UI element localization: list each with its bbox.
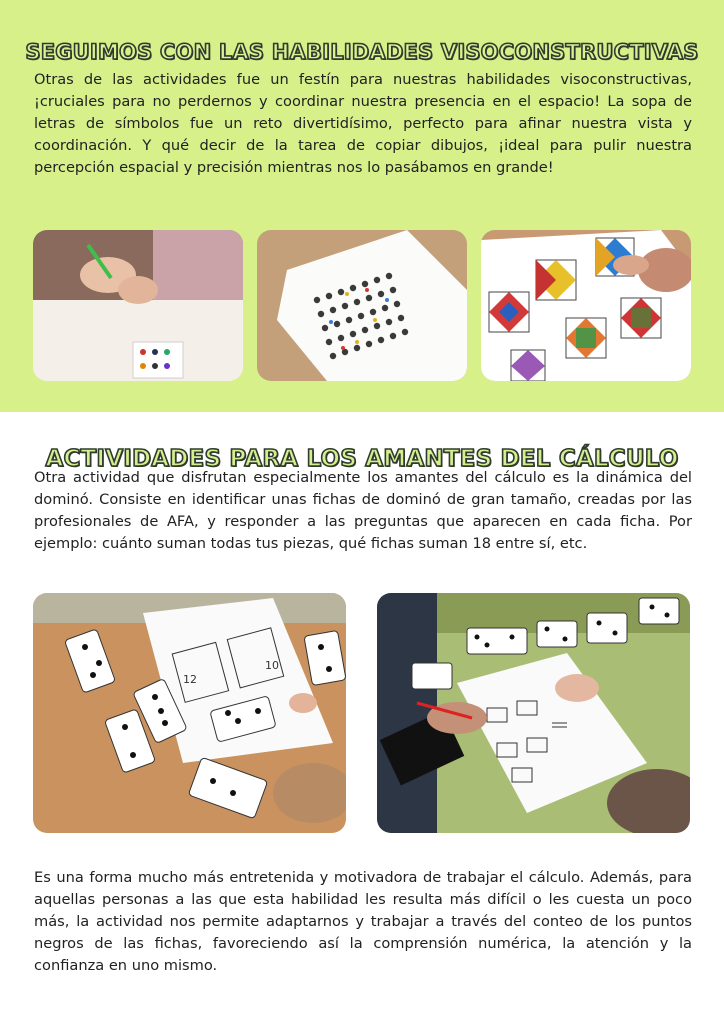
section-title-visoconstructivas: SEGUIMOS CON LAS HABILIDADES VISOCONSTRUCTIVAS [25, 40, 699, 65]
worksheet-number-10: 10 [265, 659, 279, 672]
photo-domino-worksheet [33, 593, 346, 833]
section-closing-paragraph: Es una forma mucho más entretenida y motivadora de trabajar el cálculo. Además, para aquellas personas a las que esta habilidad les resulta más difícil o les cuesta un poco más, la actividad nos permite adaptarnos y trabajar a través del conteo de los puntos negros de las fichas, favoreciendo así la comprensión numérica, la atención y la confianza en uno mismo. [34, 869, 692, 974]
photo-domino-exercise [377, 593, 690, 833]
photo-copying-drawings [481, 230, 691, 381]
section-paragraph-calculo: Otra actividad que disfrutan especialmente los amantes del cálculo es la dinámica del dominó. Consiste en identificar unas fichas de dominó de gran tamaño, creadas por las profesionales de AFA, y responder a las preguntas que aparecen en cada ficha. Por ejemplo: cuánto suman todas tus piezas, qué fichas suman 18 entre sí, etc. [34, 469, 692, 552]
section-title-calculo: ACTIVIDADES PARA LOS AMANTES DEL CÁLCULO [45, 446, 679, 473]
photo-symbol-search [257, 230, 467, 381]
section-paragraph-visoconstructivas: Otras de las actividades fue un festín para nuestras habilidades visoconstructivas, ¡cruciales para no perdernos y coordinar nuestra presencia en el espacio! La sopa de letras de símbolos fue un reto divertidísimo, perfecto para afinar nuestra vista y coordinación. Y qué decir de la tarea de copiar dibujos, ¡ideal para pulir nuestra percepción espacial y precisión mientras nos lo pasábamos en grande! [34, 71, 692, 176]
worksheet-number-12: 12 [183, 673, 197, 686]
photo-cutting-activity [33, 230, 243, 381]
